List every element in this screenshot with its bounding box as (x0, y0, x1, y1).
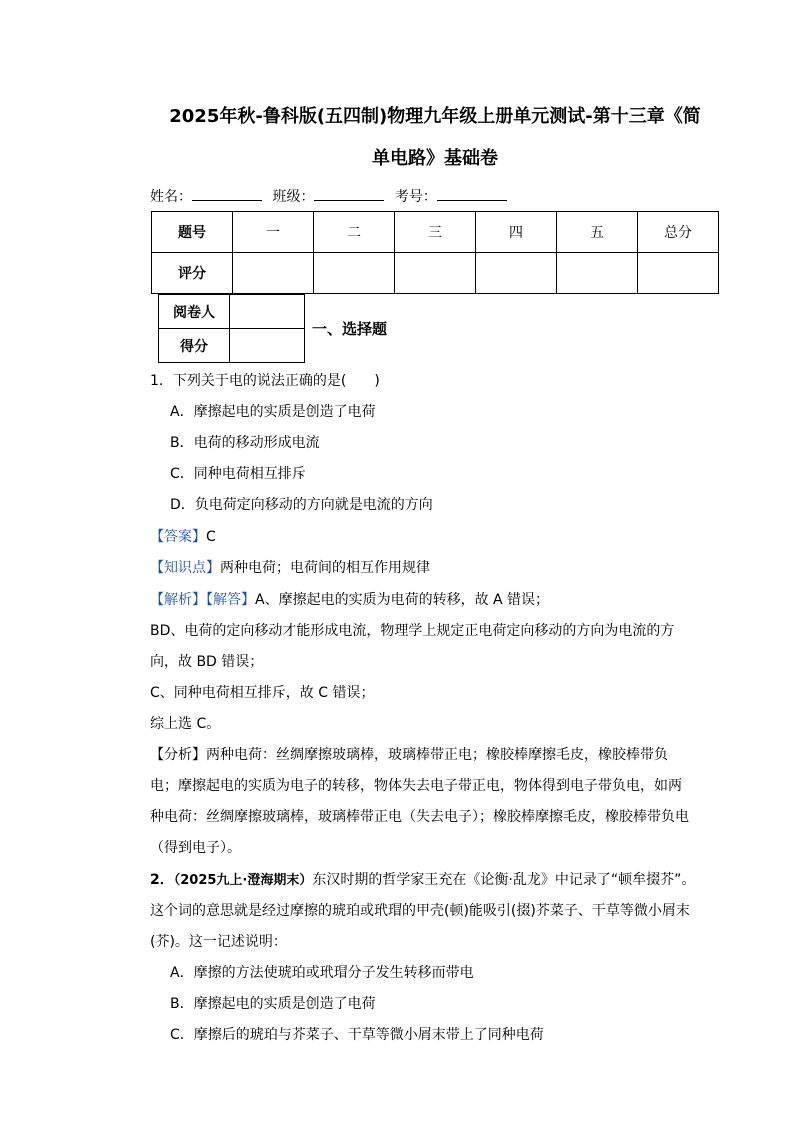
q1-analysis-line1 (150, 590, 549, 610)
score-cell (638, 253, 719, 294)
class-blank (314, 186, 384, 201)
score-table-score-row (152, 253, 719, 294)
reviewer-cell (230, 295, 305, 329)
q2-number: 2． (150, 872, 174, 888)
knowledge-tag: 【知识点】 (150, 560, 220, 576)
q1-analysis-line5: 综上选 C。 (150, 716, 221, 732)
q2-option-c: C．摩擦后的琥珀与芥菜子、干草等微小屑末带上了同种电荷 (170, 1027, 544, 1043)
q1-option-c: C．同种电荷相互排斥 (170, 466, 306, 482)
q1-option-b: B．电荷的移动形成电流 (170, 435, 320, 451)
q1-fenxi-line1 (150, 745, 668, 765)
q2-source: （2025九上·澄海期末） (173, 873, 313, 888)
fenxi-text: 两种电荷：丝绸摩擦玻璃棒，玻璃棒带正电；橡胶棒摩擦毛皮，橡胶棒带负 (206, 747, 668, 763)
analysis-text: A、摩擦起电的实质为电荷的转移，故 A 错误； (255, 592, 550, 608)
q1-answer (150, 527, 216, 547)
exam-number-blank (437, 186, 507, 201)
q2-option-b: B．摩擦起电的实质是创造了电荷 (170, 996, 376, 1012)
grader-score-cell (230, 329, 305, 363)
name-blank (192, 186, 262, 201)
q2-option-a: A．摩擦的方法使琥珀或玳瑁分子发生转移而带电 (170, 965, 474, 981)
q1-stem: 1．下列关于电的说法正确的是( ) (150, 373, 380, 389)
grader-table (158, 294, 305, 363)
q1-option-d: D．负电荷定向移动的方向就是电流的方向 (170, 497, 433, 513)
knowledge-text: 两种电荷；电荷间的相互作用规律 (220, 560, 430, 576)
name-label: 姓名： (150, 189, 192, 205)
score-cell (233, 253, 314, 294)
reviewer-label: 阅卷人 (159, 295, 230, 329)
score-cell (395, 253, 476, 294)
score-header-cell: 总分 (638, 212, 719, 253)
q1-option-a: A．摩擦起电的实质是创造了电荷 (170, 404, 376, 420)
score-table-header-row (152, 212, 719, 253)
score-header-cell: 三 (395, 212, 476, 253)
q1-analysis-line3: 向，故 BD 错误； (150, 654, 264, 670)
score-cell (314, 253, 395, 294)
score-cell (476, 253, 557, 294)
q2-stem-line1 (150, 870, 695, 891)
score-header-cell: 二 (314, 212, 395, 253)
analysis-tag: 【解析】【解答】 (150, 592, 255, 608)
score-header-cell: 五 (557, 212, 638, 253)
q1-fenxi-line4: （得到电子）。 (150, 840, 241, 856)
score-table (151, 211, 719, 294)
q2-stem-text: 东汉时期的哲学家王充在《论衡·乱龙》中记录了“顿牟掇芥”。 (312, 872, 696, 888)
page-title-line1: 2025年秋-鲁科版(五四制)物理九年级上册单元测试-第十三章《简 (169, 106, 701, 127)
grader-score-label: 得分 (159, 329, 230, 363)
score-header-cell: 四 (476, 212, 557, 253)
answer-tag: 【答案】 (150, 529, 206, 545)
q1-analysis-line2: BD、电荷的定向移动才能形成电流，物理学上规定正电荷定向移动的方向为电流的方 (150, 623, 675, 639)
q1-knowledge (150, 558, 430, 578)
answer-value: C (206, 529, 216, 545)
section-title: 一、选择题 (312, 320, 388, 338)
q1-fenxi-line2: 电；摩擦起电的实质为电子的转移，物体失去电子带正电，物体得到电子带负电，如两 (150, 778, 682, 794)
q2-stem-line2: 这个词的意思就是经过摩擦的琥珀或玳瑁的甲壳(顿)能吸引(掇)芥菜子、干草等微小屑末 (150, 903, 690, 919)
class-label: 班级： (272, 189, 315, 205)
q1-analysis-line4: C、同种电荷相互排斥，故 C 错误； (150, 685, 375, 701)
student-info-row (150, 186, 513, 207)
page-title-line2: 单电路》基础卷 (372, 148, 498, 169)
q2-stem-line3: (芥)。这一记述说明： (150, 934, 287, 950)
fenxi-tag: 【分析】 (150, 747, 206, 763)
score-header-cell: 一 (233, 212, 314, 253)
score-row-label: 评分 (152, 253, 233, 294)
q1-fenxi-line3: 种电荷：丝绸摩擦玻璃棒，玻璃棒带正电（失去电子）；橡胶棒摩擦毛皮，橡胶棒带负电 (150, 809, 689, 825)
exam-number-label: 考号： (394, 189, 437, 205)
score-header-cell: 题号 (152, 212, 233, 253)
score-cell (557, 253, 638, 294)
